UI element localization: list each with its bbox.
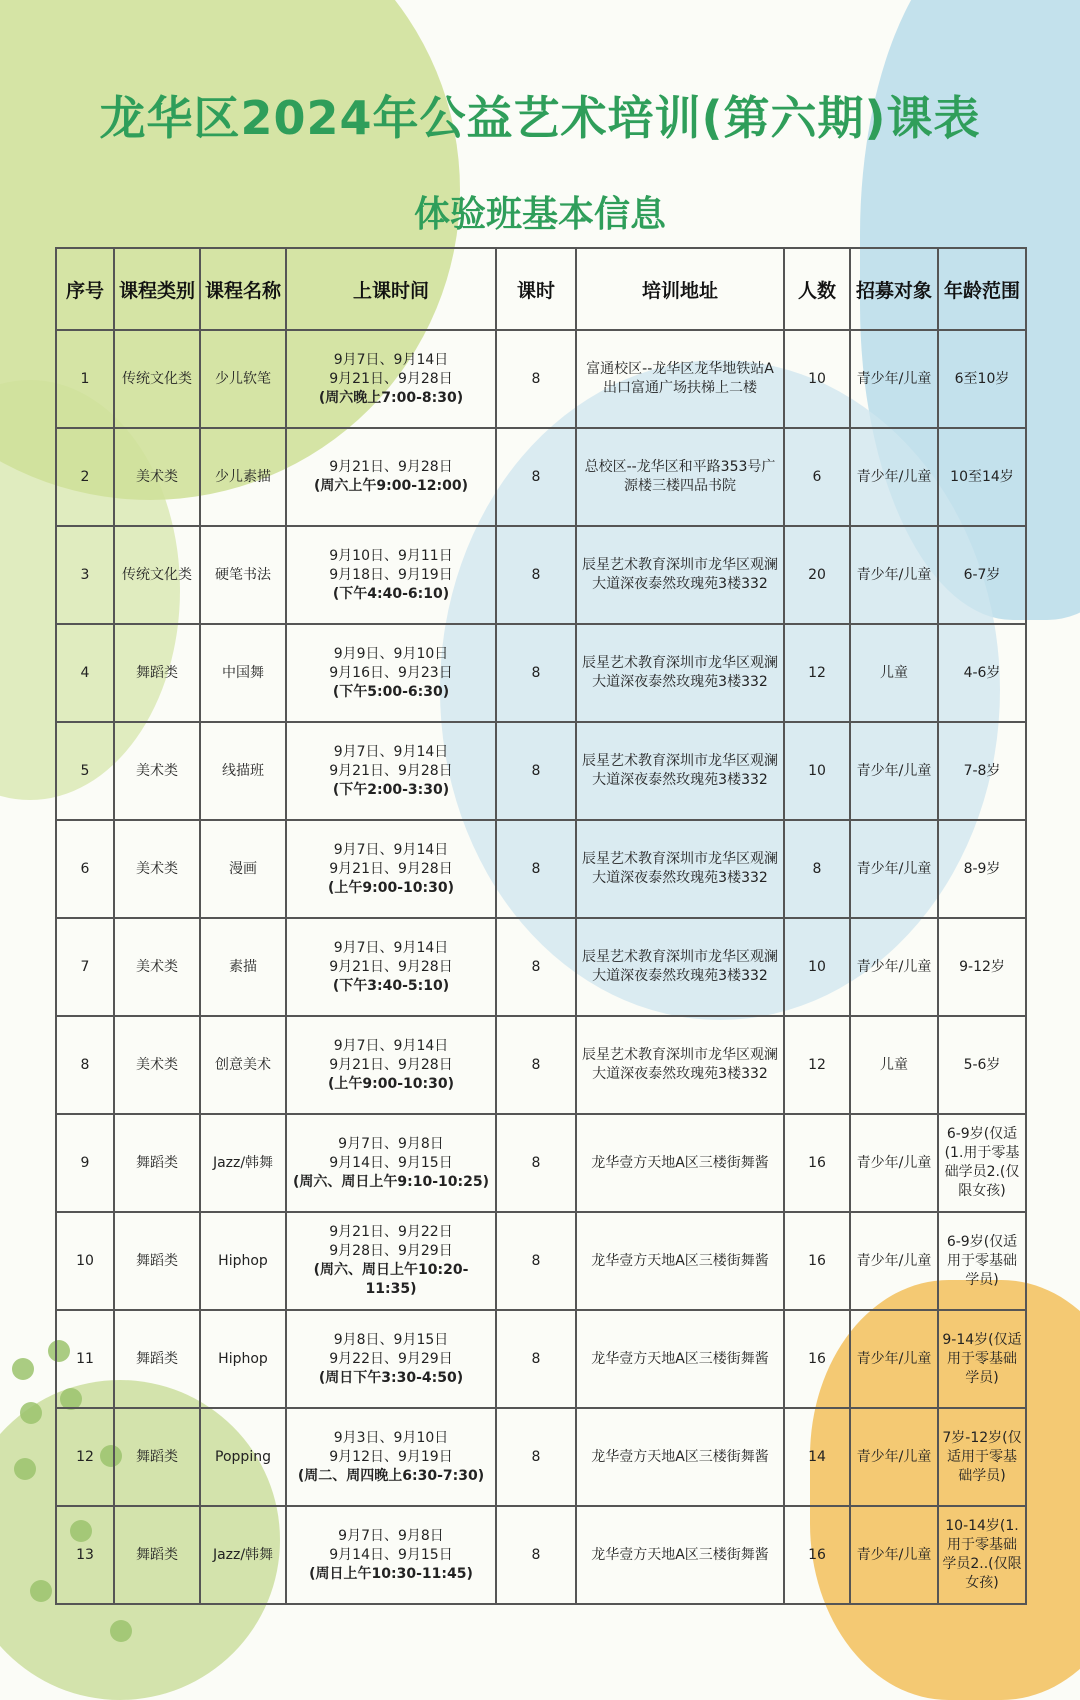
cell-name: 硬笔书法 [200, 526, 286, 624]
cell-hours: 8 [496, 918, 576, 1016]
cell-address: 辰星艺术教育深圳市龙华区观澜大道深夜泰然玫瑰苑3楼332 [576, 526, 784, 624]
cell-time [286, 820, 496, 918]
cell-hours: 8 [496, 624, 576, 722]
cell-target: 青少年/儿童 [850, 1212, 938, 1310]
cell-age: 9-12岁 [938, 918, 1026, 1016]
cell-address: 辰星艺术教育深圳市龙华区观澜大道深夜泰然玫瑰苑3楼332 [576, 820, 784, 918]
cell-category: 美术类 [114, 428, 200, 526]
table-row [56, 820, 1026, 918]
date-line: 9月16日、9月23日 [329, 664, 453, 681]
date-line: 9月7日、9月8日 [338, 1135, 444, 1152]
cell-address: 龙华壹方天地A区三楼街舞酱 [576, 1114, 784, 1212]
cell-count: 10 [784, 330, 850, 428]
cell-time [286, 428, 496, 526]
cell-target: 青少年/儿童 [850, 722, 938, 820]
cell-target: 青少年/儿童 [850, 330, 938, 428]
cell-time [286, 1408, 496, 1506]
cell-count: 16 [784, 1212, 850, 1310]
date-line: 9月21日、9月28日 [329, 860, 453, 877]
cell-count: 6 [784, 428, 850, 526]
cell-target: 青少年/儿童 [850, 1114, 938, 1212]
cell-time [286, 918, 496, 1016]
page-subtitle: 体验班基本信息 [413, 194, 666, 235]
cell-target: 儿童 [850, 624, 938, 722]
cell-name: 素描 [200, 918, 286, 1016]
cell-name: 中国舞 [200, 624, 286, 722]
cell-no: 11 [56, 1310, 114, 1408]
cell-time [286, 1016, 496, 1114]
header-age: 年龄范围 [938, 248, 1026, 330]
cell-time [286, 1114, 496, 1212]
cell-hours: 8 [496, 526, 576, 624]
table-row [56, 1506, 1026, 1604]
decor-dot [110, 1620, 132, 1642]
date-line: 9月10日、9月11日 [329, 547, 453, 564]
cell-target: 青少年/儿童 [850, 820, 938, 918]
cell-time [286, 330, 496, 428]
cell-time [286, 624, 496, 722]
table-row [56, 428, 1026, 526]
cell-category: 传统文化类 [114, 526, 200, 624]
cell-hours: 8 [496, 820, 576, 918]
date-line: 9月7日、9月14日 [333, 351, 449, 368]
cell-address: 龙华壹方天地A区三楼街舞酱 [576, 1506, 784, 1604]
cell-name: 线描班 [200, 722, 286, 820]
table-row [56, 1016, 1026, 1114]
cell-count: 16 [784, 1114, 850, 1212]
cell-age: 8-9岁 [938, 820, 1026, 918]
cell-category: 美术类 [114, 1016, 200, 1114]
table-row [56, 1408, 1026, 1506]
cell-no: 6 [56, 820, 114, 918]
cell-target: 青少年/儿童 [850, 428, 938, 526]
time-line: (上午9:00-10:30) [328, 1075, 454, 1092]
cell-time [286, 1310, 496, 1408]
date-line: 9月7日、9月8日 [338, 1527, 444, 1544]
time-line: (下午2:00-3:30) [332, 781, 450, 798]
cell-no: 7 [56, 918, 114, 1016]
time-line: (周六、周日上午10:20-11:35) [313, 1262, 469, 1297]
date-line: 9月7日、9月14日 [333, 841, 449, 858]
cell-address: 辰星艺术教育深圳市龙华区观澜大道深夜泰然玫瑰苑3楼332 [576, 918, 784, 1016]
cell-no: 8 [56, 1016, 114, 1114]
cell-no: 12 [56, 1408, 114, 1506]
cell-no: 5 [56, 722, 114, 820]
page-title: 龙华区2024年公益艺术培训(第六期)课表 [99, 91, 981, 145]
cell-hours: 8 [496, 428, 576, 526]
date-line: 9月22日、9月29日 [329, 1350, 453, 1367]
time-line: (周六晚上7:00-8:30) [318, 389, 464, 406]
table-row [56, 722, 1026, 820]
date-line: 9月9日、9月10日 [333, 645, 449, 662]
cell-target: 儿童 [850, 1016, 938, 1114]
cell-age: 6-9岁(仅适用于零基础学员) [938, 1212, 1026, 1310]
cell-age: 10至14岁 [938, 428, 1026, 526]
header-count: 人数 [784, 248, 850, 330]
cell-hours: 8 [496, 330, 576, 428]
cell-age: 6至10岁 [938, 330, 1026, 428]
cell-age: 7-8岁 [938, 722, 1026, 820]
cell-hours: 8 [496, 1212, 576, 1310]
cell-category: 舞蹈类 [114, 1114, 200, 1212]
header-hours: 课时 [496, 248, 576, 330]
cell-address: 辰星艺术教育深圳市龙华区观澜大道深夜泰然玫瑰苑3楼332 [576, 722, 784, 820]
cell-age: 6-9岁(仅适(1.用于零基础学员2.(仅限女孩) [938, 1114, 1026, 1212]
table-row [56, 1114, 1026, 1212]
cell-age: 6-7岁 [938, 526, 1026, 624]
cell-count: 10 [784, 918, 850, 1016]
cell-category: 舞蹈类 [114, 1310, 200, 1408]
cell-name: 漫画 [200, 820, 286, 918]
cell-target: 青少年/儿童 [850, 1310, 938, 1408]
decor-dot [30, 1580, 52, 1602]
cell-no: 2 [56, 428, 114, 526]
date-line: 9月21日、9月28日 [329, 459, 453, 475]
time-line: (周六、周日上午9:10-10:25) [293, 1173, 489, 1190]
cell-count: 20 [784, 526, 850, 624]
time-line: (上午9:00-10:30) [328, 879, 454, 896]
header-address: 培训地址 [576, 248, 784, 330]
cell-address: 龙华壹方天地A区三楼街舞酱 [576, 1310, 784, 1408]
cell-name: Popping [200, 1408, 286, 1506]
cell-category: 美术类 [114, 820, 200, 918]
cell-address: 辰星艺术教育深圳市龙华区观澜大道深夜泰然玫瑰苑3楼332 [576, 1016, 784, 1114]
time-line: (下午3:40-5:10) [332, 977, 450, 994]
time-line: (周日下午3:30-4:50) [318, 1369, 464, 1386]
cell-hours: 8 [496, 722, 576, 820]
cell-age: 4-6岁 [938, 624, 1026, 722]
header-category: 课程类别 [114, 248, 200, 330]
cell-hours: 8 [496, 1016, 576, 1114]
cell-name: 少儿软笔 [200, 330, 286, 428]
date-line: 9月8日、9月15日 [333, 1331, 449, 1348]
cell-address: 龙华壹方天地A区三楼街舞酱 [576, 1212, 784, 1310]
cell-age: 7岁-12岁(仅适用于零基础学员) [938, 1408, 1026, 1506]
cell-count: 12 [784, 1016, 850, 1114]
cell-name: 创意美术 [200, 1016, 286, 1114]
time-line: (周六上午9:00-12:00) [314, 478, 468, 494]
cell-time [286, 526, 496, 624]
time-line: (下午5:00-6:30) [332, 683, 450, 700]
cell-category: 传统文化类 [114, 330, 200, 428]
header-name: 课程名称 [200, 248, 286, 330]
cell-target: 青少年/儿童 [850, 526, 938, 624]
date-line: 9月28日、9月29日 [329, 1243, 453, 1259]
date-line: 9月21日、9月28日 [329, 762, 453, 779]
cell-age: 9-14岁(仅适用于零基础学员) [938, 1310, 1026, 1408]
cell-count: 8 [784, 820, 850, 918]
cell-hours: 8 [496, 1114, 576, 1212]
cell-no: 13 [56, 1506, 114, 1604]
table-row [56, 918, 1026, 1016]
time-line: (周二、周四晚上6:30-7:30) [297, 1467, 485, 1484]
table-row [56, 1310, 1026, 1408]
cell-hours: 8 [496, 1310, 576, 1408]
cell-name: Hiphop [200, 1310, 286, 1408]
cell-address: 富通校区--龙华区龙华地铁站A出口富通广场扶梯上二楼 [576, 330, 784, 428]
cell-count: 14 [784, 1408, 850, 1506]
date-line: 9月3日、9月10日 [333, 1429, 449, 1446]
table-header-row [56, 248, 1026, 330]
table-row [56, 330, 1026, 428]
cell-category: 舞蹈类 [114, 624, 200, 722]
cell-category: 舞蹈类 [114, 1408, 200, 1506]
cell-count: 12 [784, 624, 850, 722]
date-line: 9月7日、9月14日 [333, 939, 449, 956]
date-line: 9月14日、9月15日 [329, 1154, 453, 1171]
cell-no: 1 [56, 330, 114, 428]
time-line: (周日上午10:30-11:45) [309, 1565, 473, 1582]
cell-no: 3 [56, 526, 114, 624]
course-table [55, 247, 1027, 1605]
cell-name: Jazz/韩舞 [200, 1114, 286, 1212]
cell-no: 10 [56, 1212, 114, 1310]
date-line: 9月7日、9月14日 [333, 743, 449, 760]
date-line: 9月14日、9月15日 [329, 1546, 453, 1563]
cell-category: 舞蹈类 [114, 1506, 200, 1604]
table-row [56, 526, 1026, 624]
date-line: 9月18日、9月19日 [329, 566, 453, 583]
cell-category: 美术类 [114, 918, 200, 1016]
cell-target: 青少年/儿童 [850, 1408, 938, 1506]
cell-name: Jazz/韩舞 [200, 1506, 286, 1604]
cell-target: 青少年/儿童 [850, 1506, 938, 1604]
date-line: 9月7日、9月14日 [333, 1037, 449, 1054]
date-line: 9月21日、9月22日 [329, 1224, 453, 1240]
cell-count: 16 [784, 1310, 850, 1408]
header-time: 上课时间 [286, 248, 496, 330]
cell-no: 4 [56, 624, 114, 722]
cell-name: Hiphop [200, 1212, 286, 1310]
header-target: 招募对象 [850, 248, 938, 330]
cell-time [286, 1506, 496, 1604]
cell-category: 美术类 [114, 722, 200, 820]
cell-address: 辰星艺术教育深圳市龙华区观澜大道深夜泰然玫瑰苑3楼332 [576, 624, 784, 722]
table-row [56, 1212, 1026, 1310]
cell-count: 16 [784, 1506, 850, 1604]
cell-target: 青少年/儿童 [850, 918, 938, 1016]
cell-hours: 8 [496, 1408, 576, 1506]
decor-dot [20, 1402, 42, 1424]
cell-age: 5-6岁 [938, 1016, 1026, 1114]
header-no: 序号 [56, 248, 114, 330]
cell-no: 9 [56, 1114, 114, 1212]
cell-time [286, 1212, 496, 1310]
cell-time [286, 722, 496, 820]
cell-age: 10-14岁(1.用于零基础学员2..(仅限女孩) [938, 1506, 1026, 1604]
date-line: 9月21日、9月28日 [329, 370, 453, 387]
cell-hours: 8 [496, 1506, 576, 1604]
cell-name: 少儿素描 [200, 428, 286, 526]
date-line: 9月21日、9月28日 [329, 958, 453, 975]
cell-address: 龙华壹方天地A区三楼街舞酱 [576, 1408, 784, 1506]
cell-count: 10 [784, 722, 850, 820]
decor-dot [12, 1358, 34, 1380]
date-line: 9月21日、9月28日 [329, 1056, 453, 1073]
time-line: (下午4:40-6:10) [332, 585, 450, 602]
cell-category: 舞蹈类 [114, 1212, 200, 1310]
table-row [56, 624, 1026, 722]
decor-dot [14, 1458, 36, 1480]
date-line: 9月12日、9月19日 [329, 1448, 453, 1465]
cell-address: 总校区--龙华区和平路353号广源楼三楼四品书院 [576, 428, 784, 526]
